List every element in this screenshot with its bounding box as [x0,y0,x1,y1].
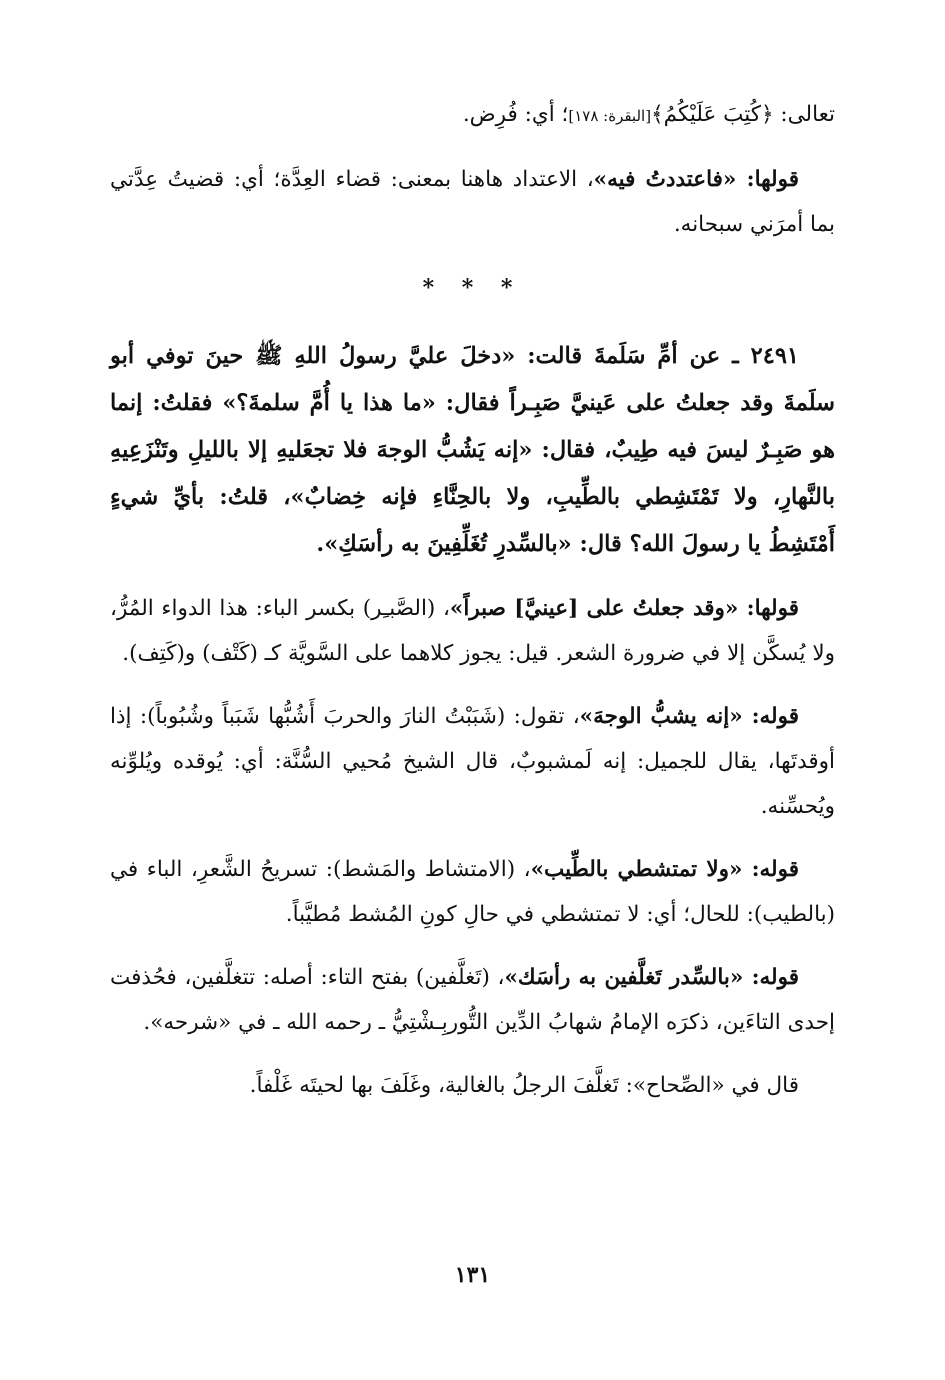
quran-citation: [البقرة: ١٧٨] [568,107,652,125]
paragraph-commentary [110,847,835,937]
paragraph-commentary [110,157,835,247]
paragraph-text: ، الاعتداد هاهنا بمعنى: قضاء العِدَّة؛ أي: قضيتُ عِدَّتي بما أمرَني سبحانه. [110,167,835,237]
paragraph-text: ، (تَغلَّفين) بفتح التاء: أصله: تتغلَّفين، فحُذفت إحدى التاءَين، ذكرَه الإمامُ شهابُ الدِّين التُّوربِـشْتِيُّ ـ رحمه الله ـ في «شرحه». [110,965,835,1035]
paragraph-text: ، (الامتشاط والمَشط): تسريحُ الشَّعرِ، الباء في (بالطيب): للحال؛ أي: لا تمتشطي في حالِ كونِ المُشط مُطيَّباً. [110,857,835,927]
quoted-phrase: قوله: «إنه يشبُّ الوجهَ» [579,704,799,729]
page-number: ١٣١ [454,1262,491,1288]
section-separator: * * * [422,275,523,301]
quran-verse-text: تعالى: ﴿كُتِبَ عَلَيْكُمُ﴾ [651,102,835,127]
paragraph-text: ؛ أي: فُرِض. [462,102,569,127]
paragraph-commentary [110,694,835,829]
hadith-text: ٢٤٩١ ـ عن أمِّ سَلَمةَ قالت: «دخلَ عليَّ رسولُ اللهِ ﷺ حينَ توفي أبو سلَمةَ وقد جعلتُ على عَينيَّ صَبِـراً فقال: «ما هذا يا أُمَّ سلمةَ؟» فقلتُ: إنما هو صَبِـرٌ ليسَ فيه طِيبٌ، فقال: «إنه يَشُبُّ الوجهَ فلا تجعَليهِ إلا بالليلِ وتَنْزَعِيهِ بالنَّهارِ، ولا تَمْتَشِطي بالطِّيبِ، ولا بالحِنَّاءِ فإنه خِضابٌ»، قلتُ: بأيِّ شيءٍ أَمْتَشِطُ يا رسولَ الله؟ قال: «بالسِّدرِ تُغَلِّفِينَ به رأسَكِ». [110,343,835,557]
paragraph-commentary [110,586,835,676]
paragraph-quote: قال في «الصِّحاح»: تَغلَّفَ الرجلُ بالغالية، وغَلَفَ بها لحيتَه غَلْفاً. [249,1073,799,1098]
page-body [110,92,835,1126]
paragraph-text: ، تقول: (شَبَبْتُ النارَ والحربَ أَشُبُّها شَبَباً وشُبُوباً): إذا أوقدتَها، يقال للجميل: إنه لَمشبوبٌ، قال الشيخ مُحيي السُّنَّة: أي: يُوقده ويُلوِّنه ويُحسِّنه. [110,704,835,819]
quoted-phrase: قولها: «وقد جعلتُ على [عينيَّ] صبراً» [449,596,799,621]
paragraph-text: ، (الصَّبـِر) بكسر الباء: هذا الدواء المُرُّ، ولا يُسكَّن إلا في ضرورة الشعر. قيل: يجوز كلاهما على السَّويَّة كـ (كَتْف) و(كَتِف). [110,596,835,666]
quoted-phrase: قوله: «بالسِّدر تَغلَّفين به رأسَك» [504,965,799,990]
quoted-phrase: قولها: «فاعتددتُ فيه» [593,167,799,192]
paragraph-commentary [110,955,835,1045]
paragraph-quran-ref [110,92,835,139]
quoted-phrase: قوله: «ولا تمتشطي بالطِّيب» [530,857,799,882]
